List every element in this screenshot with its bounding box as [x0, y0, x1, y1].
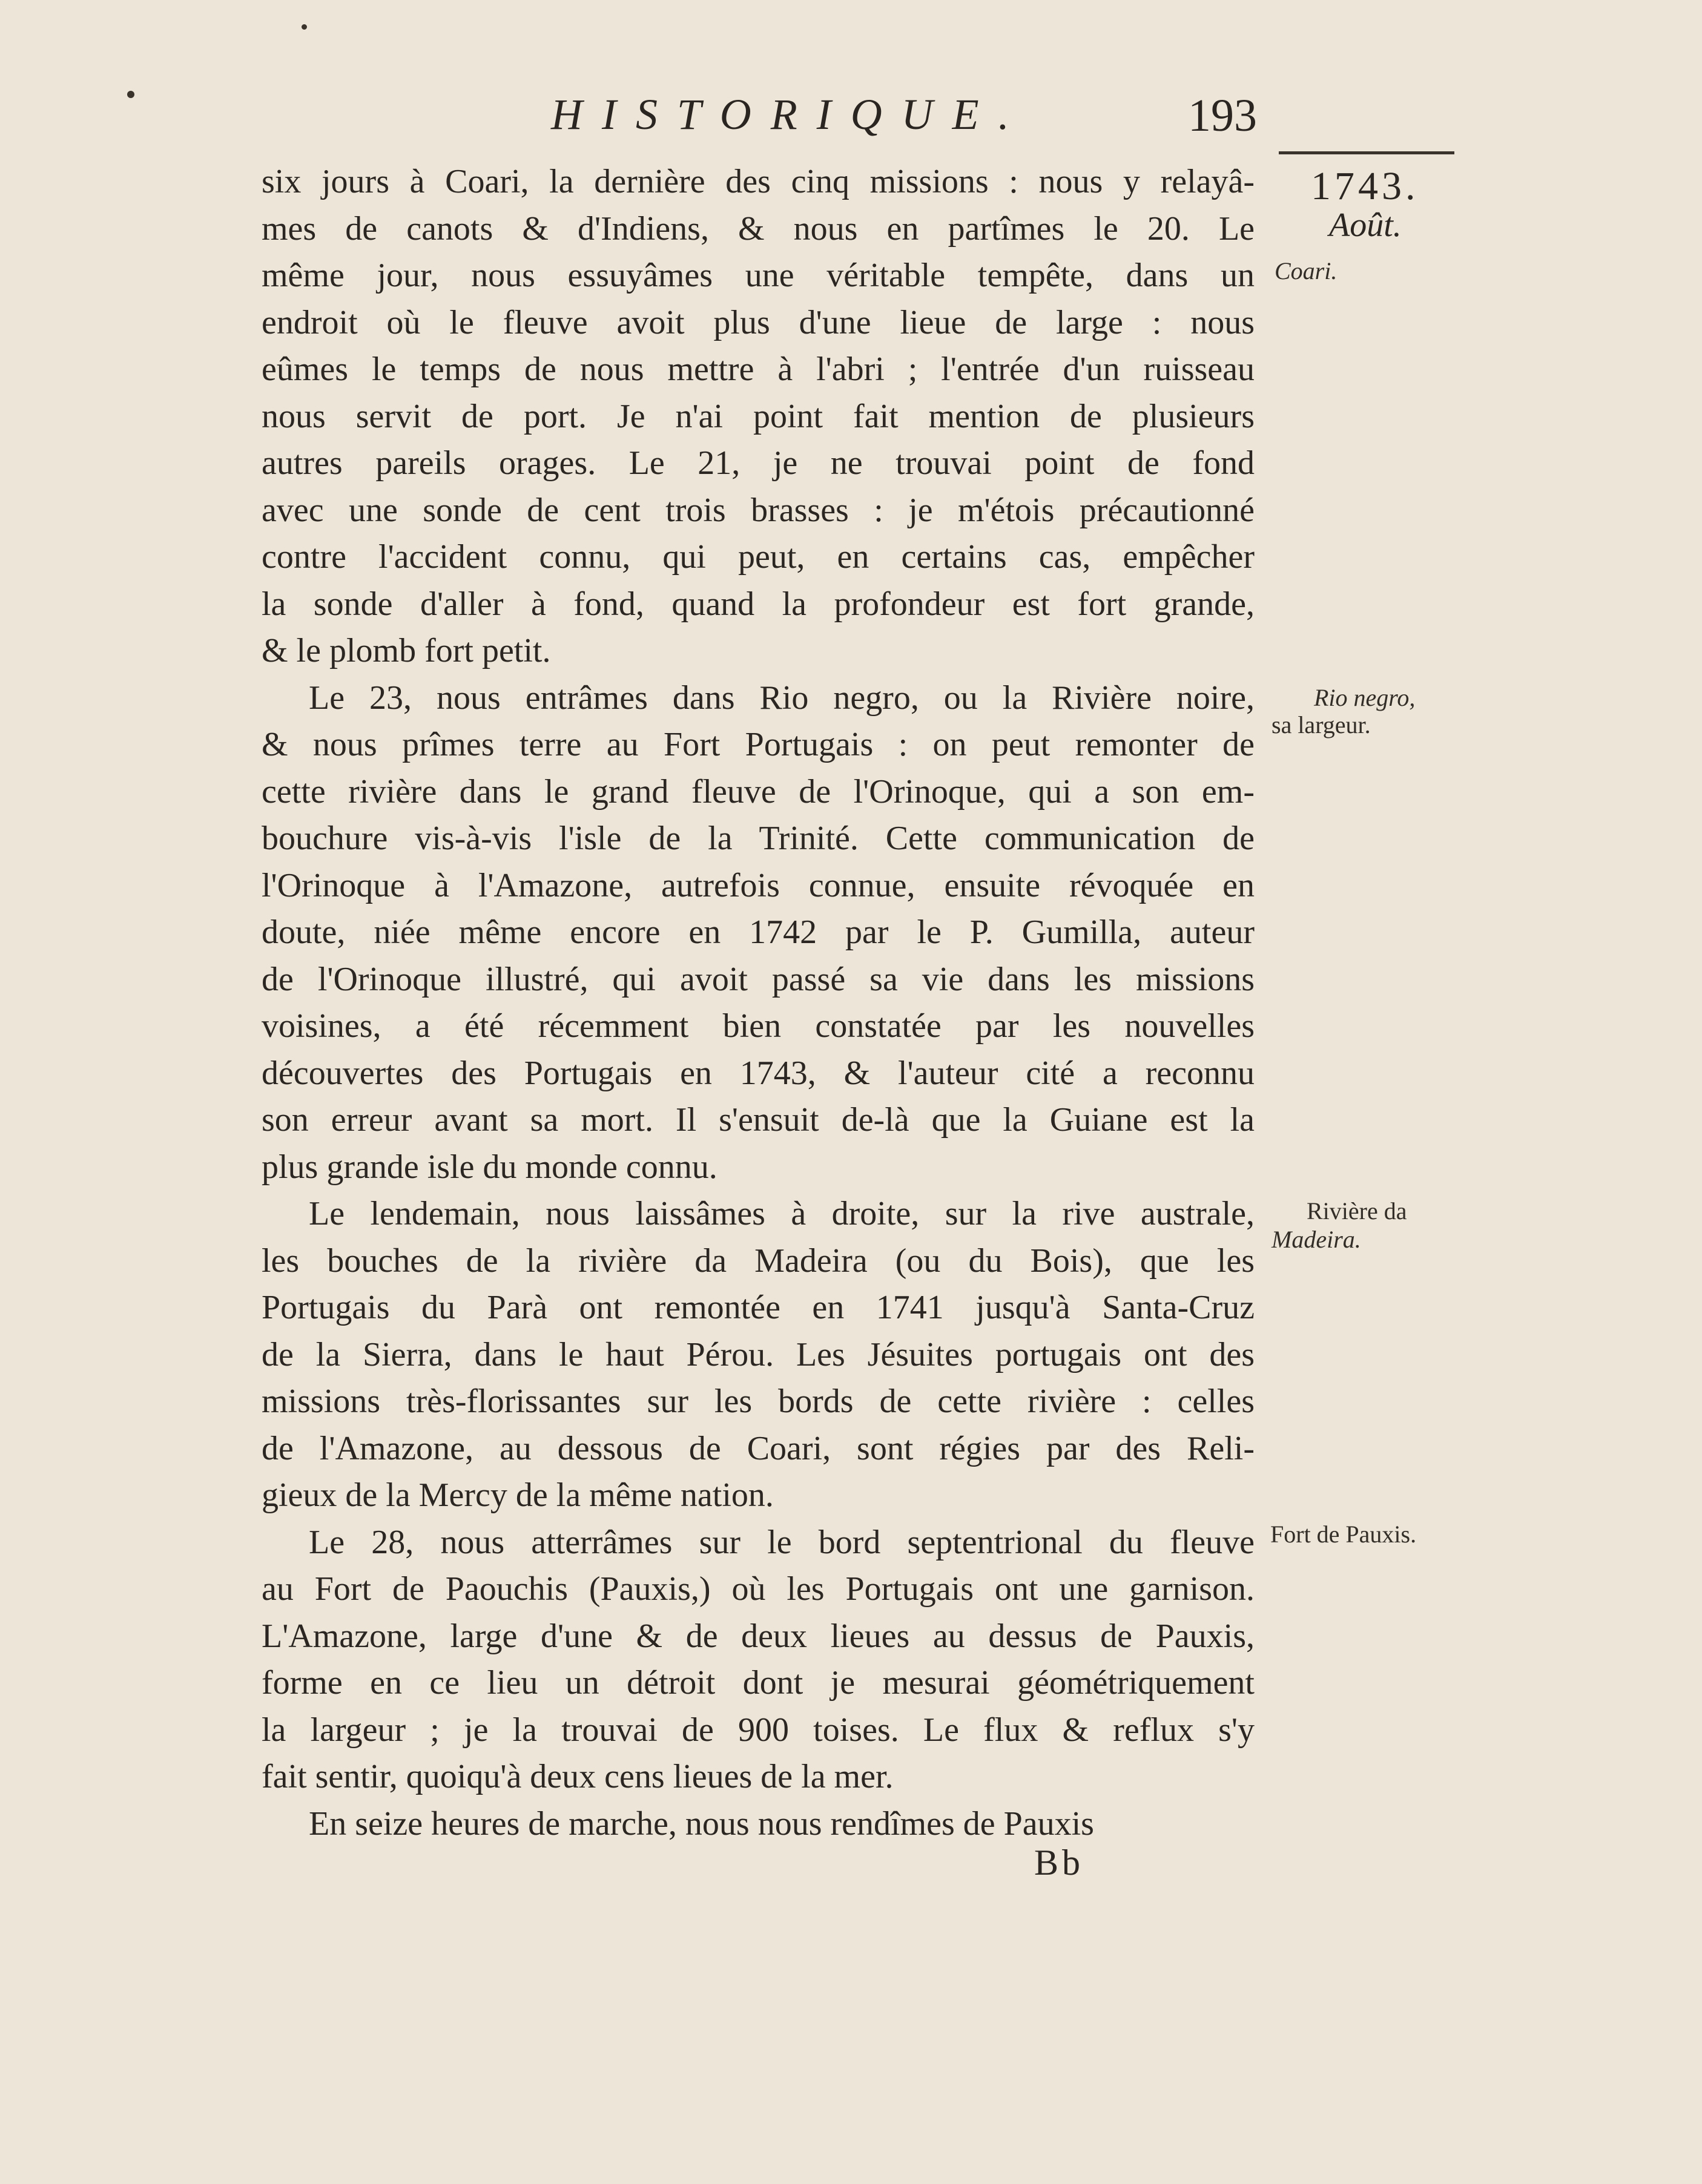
body-line: de l'Amazone, au dessous de Coari, sont régies par des Reli-	[262, 1429, 1255, 1467]
body-line: Le 23, nous entrâmes dans Rio negro, ou la Rivière noire,	[309, 679, 1255, 717]
running-header: HISTORIQUE.	[551, 90, 1029, 139]
margin-note-rio-negro: Rio negro,	[1314, 684, 1416, 711]
ink-speck	[302, 24, 307, 30]
body-line: bouchure vis-à-vis l'isle de la Trinité. Cette communication de	[262, 820, 1255, 857]
page-number: 193	[1188, 90, 1257, 141]
body-line: de l'Orinoque illustré, qui avoit passé sa vie dans les missions	[262, 960, 1255, 998]
body-line: plus grande isle du monde connu.	[262, 1148, 717, 1186]
body-line: six jours à Coari, la dernière des cinq missions : nous y relayâ-	[262, 163, 1255, 200]
body-line: les bouches de la rivière da Madeira (ou du Bois), que les	[262, 1242, 1255, 1280]
body-line: nous servit de port. Je n'ai point fait mention de plusieurs	[262, 397, 1255, 435]
body-line: mes de canots & d'Indiens, & nous en partîmes le 20. Le	[262, 209, 1255, 248]
body-line: avec une sonde de cent trois brasses : je m'étois précautionné	[262, 491, 1255, 529]
margin-note-pauxis: Fort de Pauxis.	[1270, 1521, 1417, 1548]
margin-note-madeira: Madeira.	[1272, 1226, 1361, 1253]
body-line: la largeur ; je la trouvai de 900 toises. Le flux & reflux s'y	[262, 1711, 1255, 1749]
body-line: Le lendemain, nous laissâmes à droite, sur la rive australe,	[309, 1195, 1255, 1232]
body-line: contre l'accident connu, qui peut, en certains cas, empêcher	[262, 538, 1255, 576]
body-line: de la Sierra, dans le haut Pérou. Les Jésuites portugais ont des	[262, 1335, 1255, 1373]
body-line: fait sentir, quoiqu'à deux cens lieues de la mer.	[262, 1758, 894, 1795]
margin-note-coari: Coari.	[1275, 257, 1338, 285]
margin-note-largeur: sa largeur.	[1272, 711, 1371, 738]
body-line: L'Amazone, large d'une & de deux lieues au dessus de Pauxis,	[262, 1617, 1255, 1655]
body-line: missions très-florissantes sur les bords de cette rivière : celles	[262, 1383, 1255, 1420]
body-line: gieux de la Mercy de la même nation.	[262, 1476, 774, 1514]
body-line: découvertes des Portugais en 1743, & l'auteur cité a reconnu	[262, 1054, 1255, 1092]
body-line: endroit où le fleuve avoit plus d'une lieue de large : nous	[262, 303, 1255, 341]
body-line: l'Orinoque à l'Amazone, autrefois connue, ensuite révoquée en	[262, 866, 1255, 904]
ink-speck	[127, 91, 134, 98]
body-line: la sonde d'aller à fond, quand la profondeur est fort grande,	[262, 585, 1255, 623]
body-line: eûmes le temps de nous mettre à l'abri ; l'entrée d'un ruisseau	[262, 350, 1255, 388]
body-line: voisines, a été récemment bien constatée par les nouvelles	[262, 1007, 1255, 1045]
body-line: En seize heures de marche, nous nous rendîmes de Pauxis	[309, 1804, 1094, 1843]
body-line: cette rivière dans le grand fleuve de l'Orinoque, qui a son em-	[262, 772, 1255, 811]
margin-note-riviere: Rivière da	[1307, 1197, 1407, 1225]
body-line: autres pareils orages. Le 21, je ne trouvai point de fond	[262, 444, 1255, 482]
body-line: forme en ce lieu un détroit dont je mesurai géométriquement	[262, 1664, 1255, 1702]
margin-year: 1743.	[1311, 164, 1419, 208]
body-line: au Fort de Paouchis (Pauxis,) où les Portugais ont une garnison.	[262, 1570, 1255, 1608]
body-line: doute, niée même encore en 1742 par le P. Gumilla, auteur	[262, 913, 1255, 951]
body-text	[262, 159, 1255, 1847]
body-line: & le plomb fort petit.	[262, 632, 551, 669]
body-line: son erreur avant sa mort. Il s'ensuit de-là que la Guiane est la	[262, 1101, 1255, 1139]
body-line: Le 28, nous atterrâmes sur le bord septentrional du fleuve	[309, 1523, 1255, 1561]
body-line: même jour, nous essuyâmes une véritable tempête, dans un	[262, 257, 1255, 294]
margin-month: Août.	[1329, 206, 1402, 244]
body-line: & nous prîmes terre au Fort Portugais : on peut remonter de	[262, 726, 1255, 763]
margin-rule	[1279, 151, 1454, 154]
body-line: Portugais du Parà ont remontée en 1741 jusqu'à Santa-Cruz	[262, 1289, 1255, 1326]
signature-mark: Bb	[1034, 1843, 1084, 1883]
